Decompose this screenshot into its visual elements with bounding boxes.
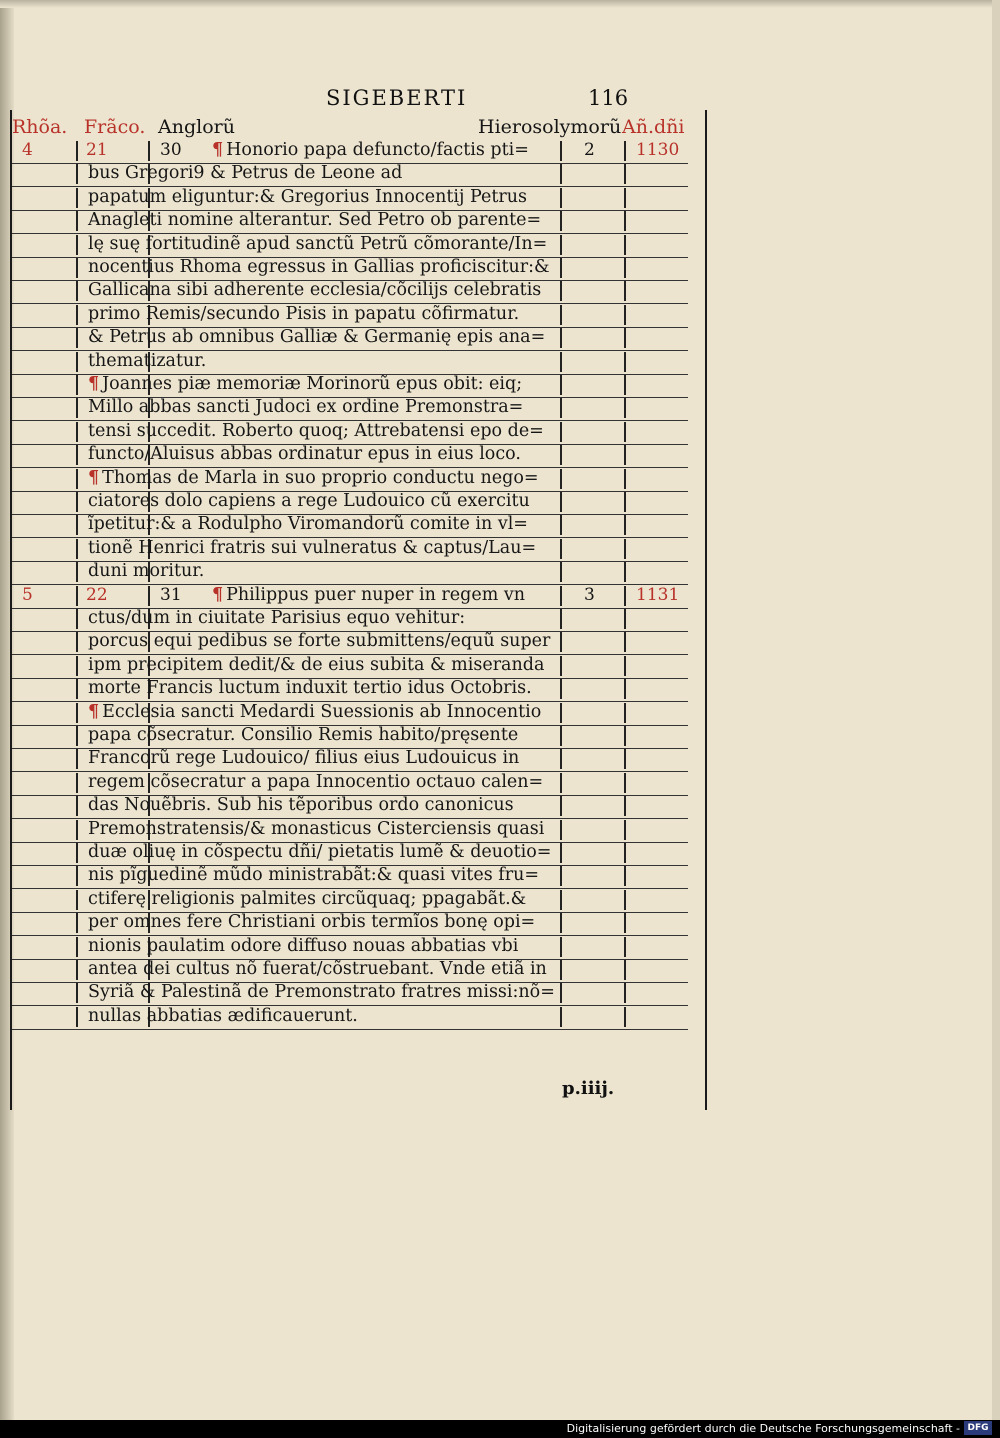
chronicle-text-content: Francorũ rege Ludouico/ filius eius Ludouicus in bbox=[88, 748, 520, 769]
column-divider bbox=[560, 1007, 562, 1027]
column-divider bbox=[560, 164, 562, 184]
chronicle-text-content: Premonstratensis/& monasticus Cisterciensis quasi bbox=[88, 818, 545, 839]
column-divider bbox=[76, 539, 78, 559]
column-divider bbox=[624, 375, 626, 395]
chronicle-line bbox=[12, 514, 702, 538]
chronicle-line bbox=[12, 678, 702, 702]
chronicle-text bbox=[88, 351, 206, 371]
chronicle-line bbox=[12, 959, 702, 983]
chronicle-text-content: duni moritur. bbox=[88, 561, 205, 582]
pilcrow-icon: ¶ bbox=[88, 701, 100, 722]
column-divider bbox=[560, 656, 562, 676]
column-divider bbox=[76, 211, 78, 231]
column-divider bbox=[560, 937, 562, 957]
year-anglorum: 31 bbox=[160, 584, 182, 605]
column-divider bbox=[560, 726, 562, 746]
column-divider bbox=[76, 492, 78, 512]
chronicle-line bbox=[12, 140, 702, 164]
year-anglorum: 30 bbox=[160, 140, 182, 160]
column-divider bbox=[76, 679, 78, 699]
column-divider bbox=[76, 656, 78, 676]
column-divider bbox=[560, 328, 562, 348]
chronicle-text bbox=[88, 187, 527, 207]
column-divider bbox=[560, 960, 562, 980]
column-divider bbox=[624, 913, 626, 933]
chronicle-text-content: regem cõsecratur a papa Innocentio octauo calen= bbox=[88, 771, 544, 792]
column-divider bbox=[560, 352, 562, 372]
chronicle-text-content: porcus equi pedibus se forte submittens/equũ super bbox=[88, 631, 551, 652]
chronicle-text-content: functo/Aluisus abbas ordinatur epus in eius loco. bbox=[88, 444, 521, 465]
chronicle-line bbox=[12, 421, 702, 445]
column-divider bbox=[624, 141, 626, 161]
column-divider bbox=[76, 422, 78, 442]
footer-bar bbox=[0, 1420, 1000, 1438]
column-divider bbox=[560, 890, 562, 910]
pilcrow-icon: ¶ bbox=[88, 467, 100, 488]
chronicle-text-content: thematizatur. bbox=[88, 350, 207, 371]
chronicle-text-content: nis pĩguedinẽ mũdo ministrabãt:& quasi vites fru= bbox=[88, 865, 540, 886]
chronicle-line bbox=[12, 561, 702, 585]
chronicle-line bbox=[12, 491, 702, 515]
chronicle-text bbox=[88, 234, 547, 254]
chronicle-text bbox=[88, 748, 519, 768]
chronicle-line bbox=[12, 187, 702, 211]
chronicle-text bbox=[88, 163, 402, 183]
chronicle-text bbox=[88, 889, 526, 909]
column-divider bbox=[560, 211, 562, 231]
chronicle-line bbox=[12, 351, 702, 375]
chronicle-text bbox=[88, 959, 547, 979]
column-divider bbox=[624, 703, 626, 723]
chronicle-text-content: ciatores dolo capiens a rege Ludouico cũ exercitu bbox=[88, 491, 530, 511]
chronicle-text-content: primo Remis/secundo Pisis in papatu cõfirmatur. bbox=[88, 303, 520, 324]
column-divider bbox=[624, 164, 626, 184]
column-divider bbox=[560, 188, 562, 208]
chronicle-text bbox=[88, 304, 519, 324]
column-divider bbox=[76, 445, 78, 465]
header-hierosolymorum: Hierosolymorũ bbox=[478, 116, 622, 138]
chronicle-text bbox=[88, 257, 550, 277]
column-divider bbox=[560, 843, 562, 863]
chronicle-text bbox=[88, 936, 518, 956]
column-divider bbox=[76, 1007, 78, 1027]
chronicle-line bbox=[12, 842, 702, 866]
column-divider bbox=[624, 586, 626, 606]
chronicle-line bbox=[12, 819, 702, 843]
chronicle-text-content: lę suę fortitudinẽ apud sanctũ Petrũ cõmorante/In= bbox=[88, 233, 548, 254]
column-divider bbox=[624, 843, 626, 863]
chronicle-text-content: ctus/dum in ciuitate Parisius equo vehitur: bbox=[88, 608, 466, 628]
column-divider bbox=[76, 960, 78, 980]
chronicle-text bbox=[88, 725, 518, 745]
column-divider bbox=[560, 141, 562, 161]
chronicle-text-content: ipm precipitem dedit/& de eius subita & miseranda bbox=[88, 654, 545, 675]
column-divider bbox=[148, 586, 150, 606]
column-divider bbox=[624, 281, 626, 301]
column-divider bbox=[560, 375, 562, 395]
column-divider bbox=[624, 492, 626, 512]
chronicle-line bbox=[12, 585, 702, 609]
chronicle-text-content: Anagleti nomine alterantur. Sed Petro ob parente= bbox=[88, 210, 542, 231]
chronicle-text bbox=[88, 561, 204, 581]
row-rule bbox=[12, 1029, 688, 1030]
column-divider bbox=[76, 843, 78, 863]
column-divider bbox=[76, 188, 78, 208]
column-divider bbox=[624, 960, 626, 980]
column-divider bbox=[560, 422, 562, 442]
column-divider bbox=[624, 1007, 626, 1027]
chronicle-text-content: Joannes piæ memoriæ Morinorũ epus obit: eiq; bbox=[102, 374, 523, 394]
chronicle-text-content: ĩpetitur:& a Rodulpho Viromandorũ comite in vl= bbox=[88, 514, 528, 535]
chronicle-text-content: nionis paulatim odore diffuso nouas abbatias vbi bbox=[88, 935, 519, 956]
chronicle-text-content: Philippus puer nuper in regem vn bbox=[226, 584, 526, 605]
column-divider bbox=[76, 562, 78, 582]
chronicle-text bbox=[88, 374, 522, 394]
footer-credit: Digitalisierung gefördert durch die Deutsche Forschungsgemeinschaft - bbox=[566, 1422, 960, 1435]
chronicle-text bbox=[88, 772, 543, 792]
column-divider bbox=[624, 749, 626, 769]
column-divider bbox=[624, 539, 626, 559]
column-divider bbox=[76, 398, 78, 418]
chronicle-text-content: & Petrus ab omnibus Galliæ & Germanię epis ana= bbox=[88, 327, 546, 348]
column-divider bbox=[76, 281, 78, 301]
chronicle-text bbox=[88, 468, 539, 488]
column-divider bbox=[624, 398, 626, 418]
column-divider bbox=[560, 749, 562, 769]
chronicle-text bbox=[88, 865, 539, 885]
column-divider bbox=[560, 703, 562, 723]
header-anglorum: Anglorũ bbox=[158, 116, 235, 138]
column-divider bbox=[76, 164, 78, 184]
column-divider bbox=[624, 866, 626, 886]
year-hierosolymorum: 3 bbox=[584, 584, 595, 605]
column-divider bbox=[624, 469, 626, 489]
chronicle-text bbox=[88, 538, 536, 558]
column-divider bbox=[560, 586, 562, 606]
chronicle-text-content: tensi succedit. Roberto quoq; Attrebatensi epo de= bbox=[88, 420, 544, 441]
header-rhoa: Rhõa. bbox=[12, 116, 68, 138]
column-divider bbox=[560, 632, 562, 652]
chronicle-line bbox=[12, 795, 702, 819]
column-divider bbox=[148, 141, 150, 161]
column-divider bbox=[624, 188, 626, 208]
pilcrow-icon: ¶ bbox=[212, 584, 224, 605]
chronicle-text bbox=[88, 210, 541, 230]
chronicle-line bbox=[12, 327, 702, 351]
top-edge-shadow bbox=[0, 0, 1000, 8]
year-rhoa: 5 bbox=[22, 584, 33, 605]
year-rhoa: 4 bbox=[22, 140, 33, 160]
year-hierosolymorum: 2 bbox=[584, 140, 595, 160]
column-divider bbox=[76, 796, 78, 816]
column-divider bbox=[624, 632, 626, 652]
column-divider bbox=[624, 562, 626, 582]
chronicle-text-content: das Nouẽbris. Sub his tẽporibus ordo canonicus bbox=[88, 795, 514, 816]
chronicle-line bbox=[12, 444, 702, 468]
chronicle-text-content: duæ oliuę in cõspectu dñi/ pietatis lumẽ & deuotio= bbox=[88, 842, 552, 862]
column-divider bbox=[76, 258, 78, 278]
dfg-logo: DFG bbox=[964, 1421, 992, 1435]
column-divider bbox=[76, 773, 78, 793]
chronicle-text-content: bus Gregori9 & Petrus de Leone ad bbox=[88, 163, 403, 184]
column-divider bbox=[560, 866, 562, 886]
year-franco: 22 bbox=[86, 584, 108, 605]
column-divider bbox=[560, 913, 562, 933]
chronicle-text bbox=[212, 585, 525, 605]
chronicle-line bbox=[12, 234, 702, 258]
column-divider bbox=[560, 562, 562, 582]
column-divider bbox=[624, 352, 626, 372]
column-divider bbox=[76, 937, 78, 957]
chronicle-text bbox=[212, 140, 529, 160]
pilcrow-icon: ¶ bbox=[212, 140, 224, 160]
column-divider bbox=[624, 515, 626, 535]
column-divider bbox=[560, 983, 562, 1003]
column-divider bbox=[624, 773, 626, 793]
column-divider bbox=[560, 469, 562, 489]
chronicle-text bbox=[88, 514, 528, 534]
chronicle-line bbox=[12, 538, 702, 562]
chronicle-text-content: nocentius Rhoma egressus in Gallias proficiscitur:& bbox=[88, 257, 550, 277]
chronicle-text-content: antea dei cultus nõ fuerat/cõstruebant. Vnde etiã in bbox=[88, 959, 547, 979]
column-divider bbox=[560, 445, 562, 465]
chronicle-text-content: Ecclesia sancti Medardi Suessionis ab Innocentio bbox=[102, 701, 542, 722]
chronicle-line bbox=[12, 608, 702, 632]
chronicle-text bbox=[88, 912, 535, 932]
chronicle-text bbox=[88, 608, 465, 628]
column-divider bbox=[560, 281, 562, 301]
chronicle-text bbox=[88, 702, 541, 722]
column-divider bbox=[76, 726, 78, 746]
chronicle-text-content: Honorio papa defuncto/factis pti= bbox=[226, 140, 529, 160]
chronicle-text bbox=[88, 1006, 358, 1026]
column-divider bbox=[560, 539, 562, 559]
column-divider bbox=[624, 796, 626, 816]
column-divider bbox=[624, 235, 626, 255]
column-divider bbox=[624, 445, 626, 465]
chronicle-text bbox=[88, 397, 523, 417]
column-divider bbox=[560, 796, 562, 816]
chronicle-text-content: Gallicana sibi adherente ecclesia/cõcilijs celebratis bbox=[88, 280, 542, 301]
column-divider bbox=[76, 586, 78, 606]
column-divider bbox=[76, 352, 78, 372]
right-rule bbox=[705, 110, 707, 1110]
column-divider bbox=[624, 328, 626, 348]
column-divider bbox=[624, 983, 626, 1003]
chronicle-text-content: Thomas de Marla in suo proprio conductu nego= bbox=[102, 467, 539, 488]
column-divider bbox=[624, 422, 626, 442]
chronicle-text-content: Syriã & Palestinã de Premonstrato fratres missi:nõ= bbox=[88, 982, 555, 1003]
chronicle-text-content: papatum eliguntur:& Gregorius Innocentij Petrus bbox=[88, 186, 527, 207]
column-divider bbox=[624, 656, 626, 676]
column-divider bbox=[76, 375, 78, 395]
chronicle-text bbox=[88, 982, 555, 1002]
chronicle-text-content: nullas abbatias ædificauerunt. bbox=[88, 1005, 358, 1026]
chronicle-line bbox=[12, 912, 702, 936]
column-divider bbox=[76, 983, 78, 1003]
chronicle-line bbox=[12, 468, 702, 492]
running-head: SIGEBERTI bbox=[326, 86, 468, 110]
column-divider bbox=[624, 258, 626, 278]
column-divider bbox=[76, 890, 78, 910]
chronicle-text bbox=[88, 280, 541, 300]
column-divider bbox=[76, 469, 78, 489]
chronicle-line bbox=[12, 257, 702, 281]
chronicle-line bbox=[12, 748, 702, 772]
column-divider bbox=[624, 609, 626, 629]
chronicle-line bbox=[12, 865, 702, 889]
chronicle-line bbox=[12, 397, 702, 421]
column-divider bbox=[560, 679, 562, 699]
chronicle-line bbox=[12, 163, 702, 187]
column-divider bbox=[624, 211, 626, 231]
column-divider bbox=[76, 305, 78, 325]
column-divider bbox=[76, 632, 78, 652]
column-divider bbox=[624, 305, 626, 325]
chronicle-text bbox=[88, 819, 544, 839]
column-divider bbox=[624, 726, 626, 746]
column-divider bbox=[76, 820, 78, 840]
header-franco: Frãco. bbox=[84, 116, 146, 138]
column-divider bbox=[560, 820, 562, 840]
column-divider bbox=[560, 305, 562, 325]
chronicle-line bbox=[12, 725, 702, 749]
chronicle-line bbox=[12, 304, 702, 328]
chronicle-text bbox=[88, 842, 551, 862]
column-divider bbox=[76, 515, 78, 535]
column-divider bbox=[76, 141, 78, 161]
column-divider bbox=[624, 890, 626, 910]
chronicle-line bbox=[12, 936, 702, 960]
year-anno-domini: 1130 bbox=[636, 140, 680, 160]
year-anno-domini: 1131 bbox=[636, 584, 680, 605]
header-anni-domini: Añ.dñi bbox=[622, 116, 685, 138]
column-divider bbox=[560, 235, 562, 255]
year-franco: 21 bbox=[86, 140, 108, 160]
chronicle-text-content: morte Francis luctum induxit tertio idus Octobris. bbox=[88, 678, 532, 699]
chronicle-text bbox=[88, 655, 544, 675]
chronicle-line bbox=[12, 889, 702, 913]
column-divider bbox=[76, 703, 78, 723]
column-divider bbox=[76, 913, 78, 933]
column-divider bbox=[624, 679, 626, 699]
column-divider bbox=[560, 773, 562, 793]
column-divider bbox=[624, 820, 626, 840]
folio-number: 116 bbox=[588, 86, 629, 110]
column-divider bbox=[560, 492, 562, 512]
chronicle-line bbox=[12, 1006, 702, 1030]
pilcrow-icon: ¶ bbox=[88, 374, 100, 394]
chronicle-text-content: papa cõsecratur. Consilio Remis habito/pręsente bbox=[88, 725, 519, 745]
chronicle-text-content: tionẽ Henrici fratris sui vulneratus & captus/Lau= bbox=[88, 537, 537, 558]
column-divider bbox=[624, 937, 626, 957]
chronicle-text bbox=[88, 678, 532, 698]
page-edge bbox=[992, 0, 1000, 1420]
column-divider bbox=[560, 515, 562, 535]
chronicle-text bbox=[88, 631, 550, 651]
chronicle-line bbox=[12, 655, 702, 679]
signature-mark: p.iiij. bbox=[562, 1078, 615, 1099]
chronicle-line bbox=[12, 374, 702, 398]
chronicle-line bbox=[12, 702, 702, 726]
column-divider bbox=[560, 258, 562, 278]
chronicle-text bbox=[88, 491, 530, 511]
column-divider bbox=[76, 235, 78, 255]
column-divider bbox=[76, 866, 78, 886]
chronicle-text bbox=[88, 421, 544, 441]
chronicle-text-content: ctiferę religionis palmites circũquaq; ppagabãt.& bbox=[88, 888, 527, 909]
chronicle-text-content: per omnes fere Christiani orbis termĩos bonę opi= bbox=[88, 912, 536, 933]
chronicle-line bbox=[12, 280, 702, 304]
chronicle-text bbox=[88, 327, 545, 347]
column-divider bbox=[560, 398, 562, 418]
column-divider bbox=[76, 328, 78, 348]
chronicle-line bbox=[12, 631, 702, 655]
column-divider bbox=[76, 609, 78, 629]
column-divider bbox=[76, 749, 78, 769]
chronicle-line bbox=[12, 772, 702, 796]
chronicle-text bbox=[88, 795, 514, 815]
chronicle-text bbox=[88, 444, 521, 464]
chronicle-line bbox=[12, 982, 702, 1006]
chronicle-text-content: Millo abbas sancti Judoci ex ordine Premonstra= bbox=[88, 397, 524, 418]
column-divider bbox=[560, 609, 562, 629]
chronicle-line bbox=[12, 210, 702, 234]
